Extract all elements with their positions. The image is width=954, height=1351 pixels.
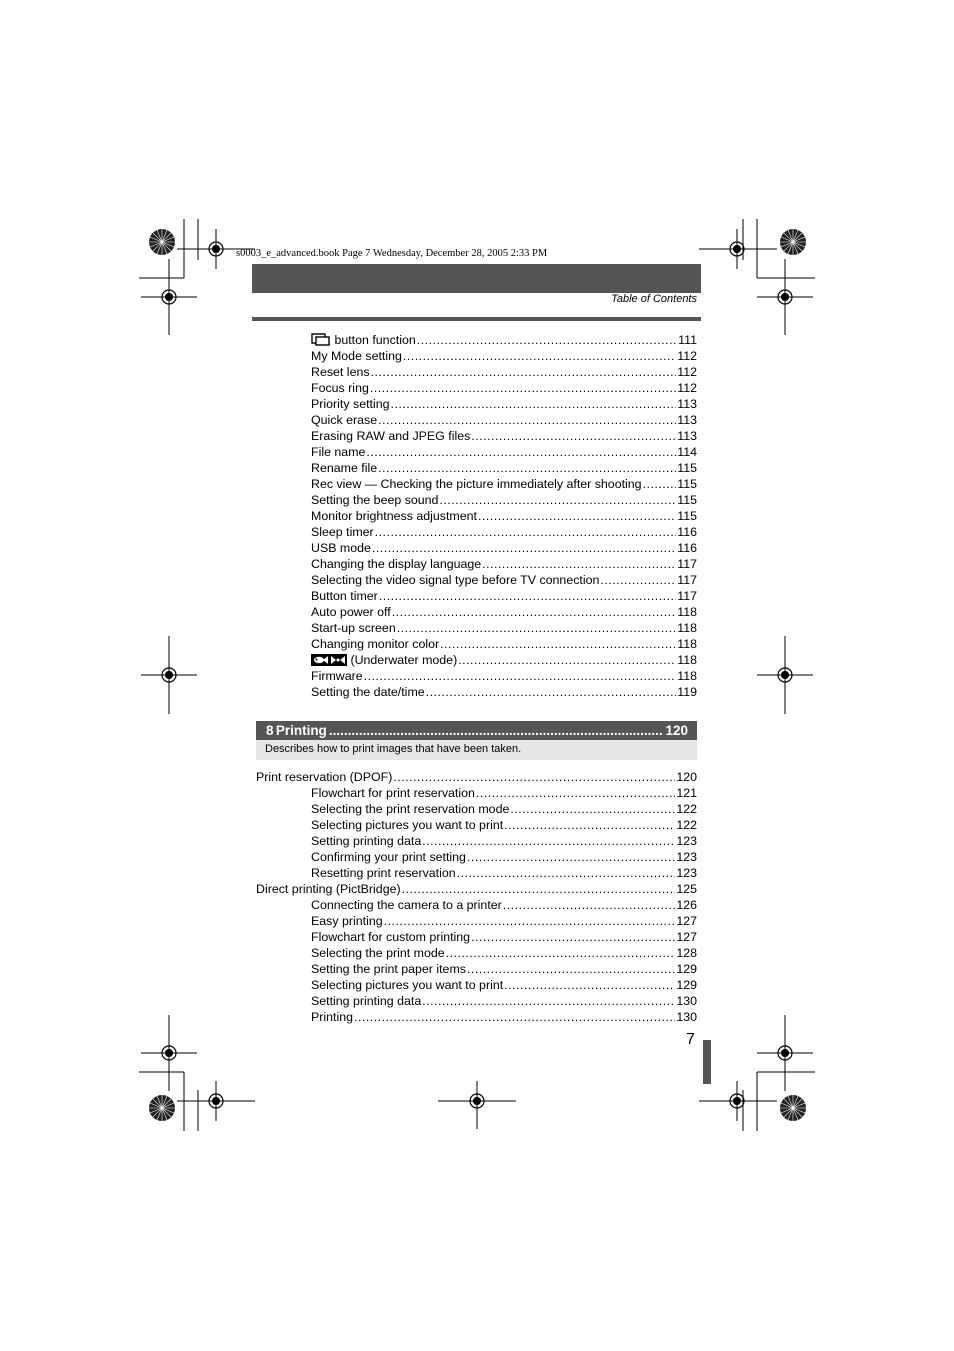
- leader-dots: [364, 668, 677, 684]
- leader-dots: [439, 492, 676, 508]
- toc-entry-page: 112: [677, 365, 697, 379]
- toc-entry-page: 115: [677, 461, 697, 475]
- leader-dots: [467, 961, 675, 977]
- toc-entry-title: File name: [311, 445, 366, 459]
- toc-entry[interactable]: [256, 508, 697, 524]
- toc-entry-title: Printing: [311, 1010, 354, 1024]
- toc-entry-title: Direct printing (PictBridge): [256, 882, 401, 896]
- toc-entry-title: Confirming your print setting: [311, 850, 466, 864]
- toc-entry-page: 118: [677, 621, 697, 635]
- toc-entry[interactable]: [256, 476, 697, 492]
- color-bar-star-icon: [780, 229, 806, 255]
- toc-entry[interactable]: [256, 460, 697, 476]
- leader-dots: [375, 524, 677, 540]
- toc-entry-page: 129: [676, 978, 697, 992]
- leader-dots: [510, 801, 675, 817]
- toc-entry-title: Start-up screen: [311, 621, 396, 635]
- leader-dots: [504, 977, 675, 993]
- toc-entry[interactable]: [256, 540, 697, 556]
- toc-entry-title: Flowchart for custom printing: [311, 930, 471, 944]
- toc-section[interactable]: [256, 769, 697, 785]
- toc-entry-title: button function: [334, 333, 416, 347]
- toc-entry[interactable]: [256, 652, 697, 668]
- toc-entry-title: Resetting print reservation: [311, 866, 456, 880]
- color-bar-star-icon: [780, 1095, 806, 1121]
- toc-entry[interactable]: [256, 396, 697, 412]
- toc-entry[interactable]: [256, 428, 697, 444]
- toc-entry[interactable]: [256, 993, 697, 1009]
- toc-entry-title: Setting printing data: [311, 994, 422, 1008]
- toc-entry-title: Setting the print paper items: [311, 962, 466, 976]
- toc-entry-page: 116: [677, 525, 697, 539]
- toc-entry-title: Monitor brightness adjustment: [311, 509, 477, 523]
- toc-entry[interactable]: [256, 668, 697, 684]
- toc-entry[interactable]: [256, 636, 697, 652]
- toc-entry-page: 115: [677, 477, 697, 491]
- leader-dots: [600, 572, 676, 588]
- toc-entry-title: Changing monitor color: [311, 637, 440, 651]
- toc-entry-page: 127: [676, 930, 697, 944]
- toc-entry[interactable]: [256, 977, 697, 993]
- leader-dots: [476, 785, 675, 801]
- chapter-title: Printing: [275, 723, 327, 738]
- toc-entry[interactable]: [256, 412, 697, 428]
- leader-dots: [366, 444, 676, 460]
- toc-entry-title: Setting printing data: [311, 834, 422, 848]
- header-rule: [252, 317, 701, 321]
- leader-dots: [426, 684, 677, 700]
- leader-dots: [643, 476, 677, 492]
- display-mode-icon: [311, 333, 331, 346]
- toc-entry-title: Selecting pictures you want to print: [311, 978, 504, 992]
- toc-entry-title: Selecting the print reservation mode: [311, 802, 510, 816]
- toc-entry-page: 128: [676, 946, 697, 960]
- toc-entry-page: 127: [676, 914, 697, 928]
- leader-dots: [384, 913, 676, 929]
- toc-entry[interactable]: [256, 833, 697, 849]
- toc-entry-title: Selecting the video signal type before TV connection: [311, 573, 600, 587]
- toc-entry[interactable]: [256, 817, 697, 833]
- leader-dots: [471, 929, 675, 945]
- leader-dots: [458, 652, 676, 668]
- toc-list-chapter-8: [256, 769, 697, 1025]
- leader-dots: [422, 833, 675, 849]
- chapter-page: 120: [665, 723, 688, 738]
- toc-entry[interactable]: [256, 929, 697, 945]
- leader-dots: [504, 817, 675, 833]
- toc-entry[interactable]: [256, 945, 697, 961]
- toc-entry-page: 117: [677, 589, 697, 603]
- toc-entry[interactable]: [256, 524, 697, 540]
- toc-entry[interactable]: [256, 897, 697, 913]
- toc-entry-page: 113: [677, 413, 697, 427]
- toc-entry-page: 120: [676, 770, 697, 784]
- toc-entry[interactable]: [256, 961, 697, 977]
- toc-entry-page: 118: [677, 669, 697, 683]
- leader-dots: [482, 556, 676, 572]
- leader-dots: [370, 380, 676, 396]
- toc-entry[interactable]: [256, 620, 697, 636]
- toc-entry-page: 113: [677, 429, 697, 443]
- chapter-description: Describes how to print images that have been taken.: [256, 740, 697, 760]
- toc-entry-title: Setting the beep sound: [311, 493, 439, 507]
- leader-dots: [372, 540, 676, 556]
- leader-dots: [402, 881, 676, 897]
- underwater-fish-icon: [311, 654, 329, 666]
- toc-entry-title: Setting the date/time: [311, 685, 425, 699]
- toc-entry-title: Focus ring: [311, 381, 369, 395]
- toc-entry-page: 130: [676, 994, 697, 1008]
- toc-entry[interactable]: [256, 604, 697, 620]
- toc-entry-title: Print reservation (DPOF): [256, 770, 393, 784]
- toc-entry-title: My Mode setting: [311, 349, 402, 363]
- toc-entry-title: Sleep timer: [311, 525, 374, 539]
- toc-entry[interactable]: [256, 785, 697, 801]
- leader-dots: [457, 865, 676, 881]
- leader-dots: [471, 428, 676, 444]
- toc-entry-page: 121: [676, 786, 697, 800]
- header-bar: [252, 264, 701, 293]
- leader-dots: [354, 1009, 675, 1025]
- toc-entry-page: 116: [677, 541, 697, 555]
- toc-list-continued: [256, 332, 697, 700]
- print-info: s0003_e_advanced.book Page 7 Wednesday, December 28, 2005 2:33 PM: [236, 248, 548, 259]
- leader-dots: [391, 396, 677, 412]
- toc-entry[interactable]: [256, 444, 697, 460]
- page-number: 7: [686, 1031, 695, 1048]
- chapter-number: 8: [266, 723, 274, 738]
- toc-entry[interactable]: [256, 684, 697, 700]
- toc-entry-title: Selecting pictures you want to print: [311, 818, 504, 832]
- toc-entry-page: 129: [676, 962, 697, 976]
- toc-entry-title: Auto power off: [311, 605, 391, 619]
- color-bar-star-icon: [149, 229, 175, 255]
- toc-entry-page: 123: [676, 866, 697, 880]
- leader-dots: [422, 993, 675, 1009]
- section-label: Table of Contents: [611, 293, 697, 305]
- toc-entry-title: Changing the display language: [311, 557, 482, 571]
- toc-entry-title: Quick erase: [311, 413, 378, 427]
- toc-entry-title: Selecting the print mode: [311, 946, 445, 960]
- toc-entry[interactable]: [256, 865, 697, 881]
- toc-entry-page: 115: [677, 493, 697, 507]
- leader-dots: [403, 348, 676, 364]
- toc-entry-page: 123: [676, 850, 697, 864]
- leader-dots: [392, 604, 677, 620]
- toc-entry-page: 118: [677, 605, 697, 619]
- leader-dots: [446, 945, 676, 961]
- leader-dots: [329, 723, 664, 738]
- leader-dots: [478, 508, 676, 524]
- leader-dots: [440, 636, 676, 652]
- leader-dots: [371, 364, 677, 380]
- toc-entry-title: Flowchart for print reservation: [311, 786, 475, 800]
- toc-entry-title: (Underwater mode): [350, 653, 458, 667]
- toc-entry-page: 118: [677, 653, 697, 667]
- toc-entry-title: Erasing RAW and JPEG files: [311, 429, 471, 443]
- toc-entry-page: 118: [677, 637, 697, 651]
- toc-entry[interactable]: [256, 572, 697, 588]
- leader-dots: [378, 460, 676, 476]
- color-bar-star-icon: [149, 1095, 175, 1121]
- toc-entry-page: 130: [676, 1010, 697, 1024]
- toc-entry-title: Rec view — Checking the picture immediately after shooting: [311, 477, 642, 491]
- toc-entry-page: 113: [677, 397, 697, 411]
- toc-entry-page: 126: [676, 898, 697, 912]
- toc-entry[interactable]: [256, 348, 697, 364]
- toc-entry-page: 125: [676, 882, 697, 896]
- toc-entry-page: 112: [677, 381, 697, 395]
- toc-entry[interactable]: [256, 1009, 697, 1025]
- leader-dots: [393, 769, 675, 785]
- toc-entry-page: 117: [677, 573, 697, 587]
- toc-entry-page: 122: [676, 802, 697, 816]
- toc-entry[interactable]: [256, 332, 697, 348]
- toc-entry[interactable]: [256, 913, 697, 929]
- toc-entry-page: 123: [676, 834, 697, 848]
- toc-entry-page: 111: [678, 333, 697, 347]
- underwater-wide-icon: [329, 654, 347, 666]
- toc-entry[interactable]: [256, 492, 697, 508]
- toc-entry-page: 119: [677, 685, 697, 699]
- toc-entry-page: 112: [677, 349, 697, 363]
- toc-entry-title: Button timer: [311, 589, 378, 603]
- toc-entry-page: 122: [676, 818, 697, 832]
- leader-dots: [417, 332, 677, 348]
- toc-entry[interactable]: [256, 364, 697, 380]
- leader-dots: [397, 620, 677, 636]
- leader-dots: [379, 588, 676, 604]
- toc-entry[interactable]: [256, 801, 697, 817]
- toc-entry-title: Easy printing: [311, 914, 383, 928]
- toc-entry-title: Reset lens: [311, 365, 370, 379]
- leader-dots: [378, 412, 676, 428]
- toc-entry[interactable]: [256, 380, 697, 396]
- toc-section[interactable]: [256, 881, 697, 897]
- chapter-heading[interactable]: [256, 721, 697, 740]
- toc-entry-page: 117: [677, 557, 697, 571]
- toc-entry-title: Rename file: [311, 461, 378, 475]
- leader-dots: [503, 897, 676, 913]
- leader-dots: [467, 849, 675, 865]
- toc-entry[interactable]: [256, 556, 697, 572]
- toc-entry-page: 115: [677, 509, 697, 523]
- toc-entry[interactable]: [256, 588, 697, 604]
- chapter-side-tab: [703, 1040, 711, 1084]
- toc-entry[interactable]: [256, 849, 697, 865]
- toc-entry-title: Firmware: [311, 669, 363, 683]
- toc-entry-page: 114: [677, 445, 697, 459]
- toc-entry-title: Priority setting: [311, 397, 390, 411]
- toc-entry-title: Connecting the camera to a printer: [311, 898, 502, 912]
- toc-entry-title: USB mode: [311, 541, 371, 555]
